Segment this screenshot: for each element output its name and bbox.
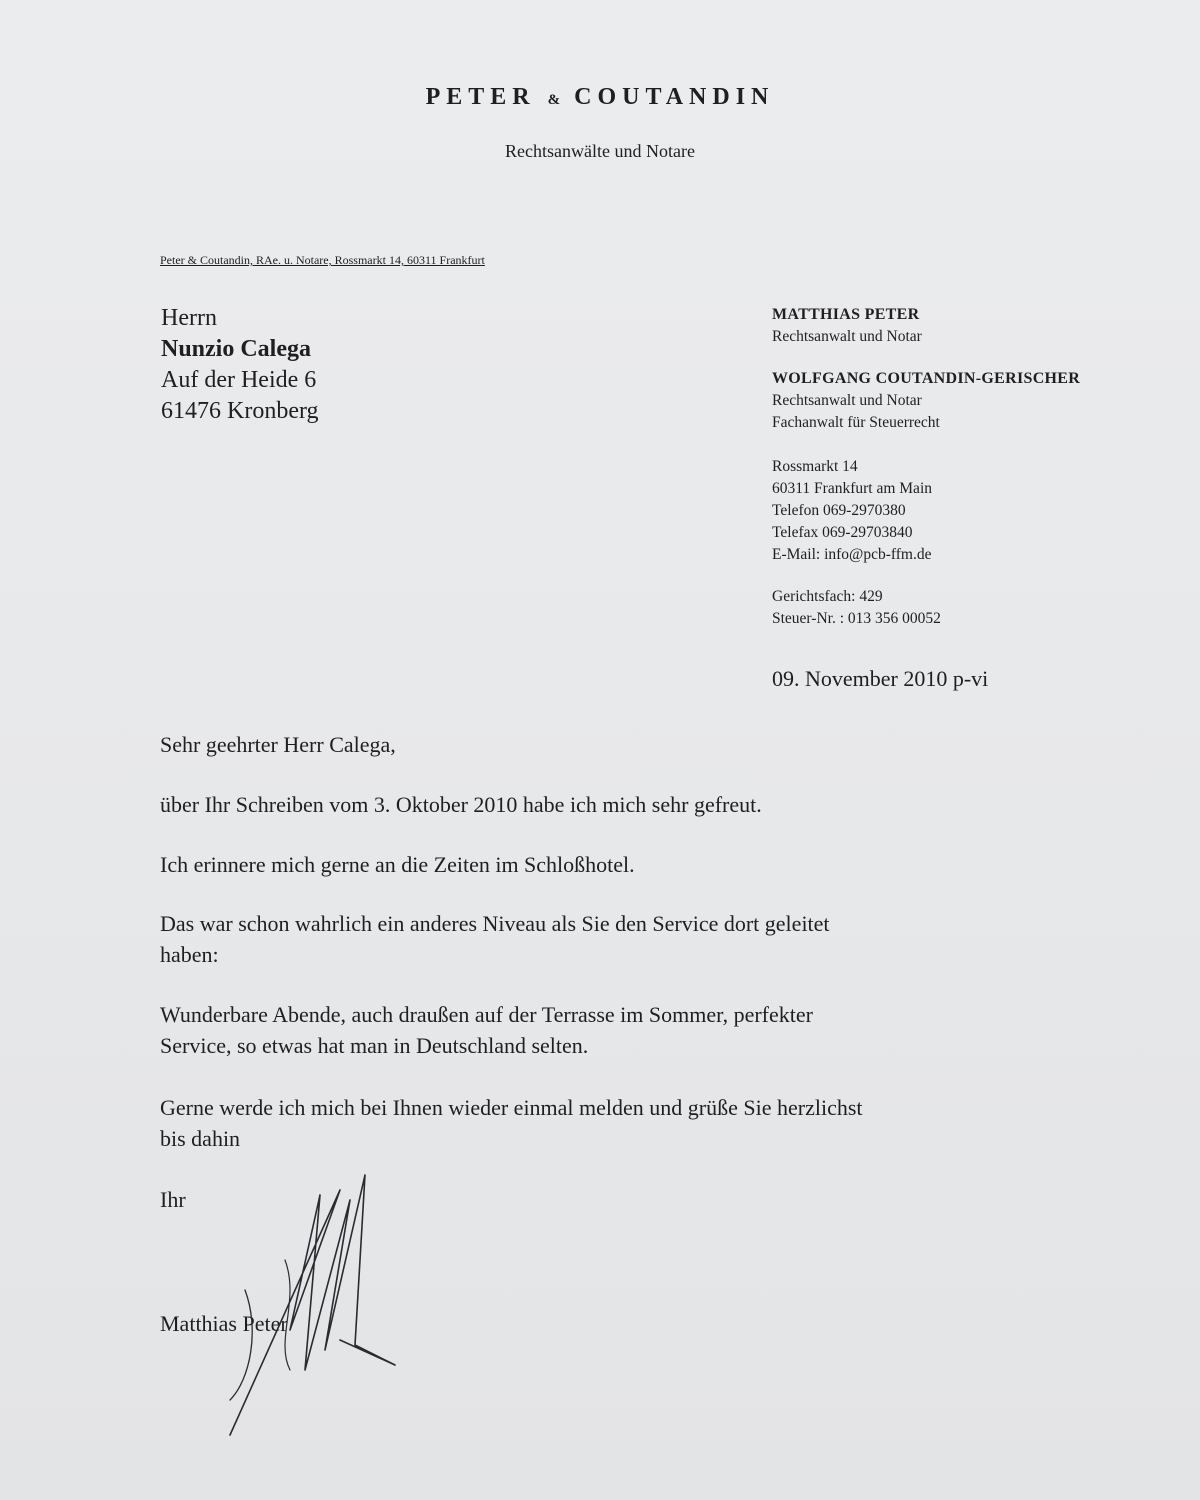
recipient-street: Auf der Heide 6	[161, 367, 317, 393]
firm-name-left: PETER	[425, 84, 536, 110]
paragraph-1: über Ihr Schreiben vom 3. Oktober 2010 habe ich mich sehr gefreut.	[160, 792, 762, 817]
handwritten-signature	[190, 1170, 420, 1450]
paragraph-5-line-1: Gerne werde ich mich bei Ihnen wieder einmal melden und grüße Sie herzlichst	[160, 1095, 863, 1120]
paragraph-4	[160, 999, 813, 1061]
recipient-salutation: Herrn	[161, 305, 217, 331]
firm-name-ampersand: &	[547, 92, 563, 108]
firm-name-right: COUTANDIN	[574, 84, 775, 110]
paragraph-4-line-1: Wunderbare Abende, auch draußen auf der Terrasse im Sommer, perfekter	[160, 1002, 813, 1027]
paragraph-3-line-2: haben:	[160, 942, 219, 967]
firm-name	[0, 84, 1200, 111]
paragraph-3-line-1: Das war schon wahrlich ein anderes Niveau als Sie den Service dort geleitet	[160, 911, 830, 936]
signatory-name: Matthias Peter	[160, 1311, 288, 1336]
firm-contact	[772, 456, 932, 566]
tax-number: Steuer-Nr. : 013 356 00052	[772, 610, 941, 627]
firm-subtitle: Rechtsanwälte und Notare	[505, 141, 695, 161]
paragraph-5-line-2: bis dahin	[160, 1126, 241, 1151]
partner-1	[772, 304, 922, 348]
partner-2-specialty: Fachanwalt für Steuerrecht	[772, 414, 940, 431]
closing: Ihr	[160, 1187, 186, 1212]
partner-2-name: WOLFGANG COUTANDIN-GERISCHER	[772, 370, 1081, 387]
partner-1-title: Rechtsanwalt und Notar	[772, 328, 922, 345]
paragraph-5	[160, 1092, 863, 1154]
firm-street: Rossmarkt 14	[772, 458, 858, 475]
recipient-name: Nunzio Calega	[161, 336, 311, 362]
firm-registry	[772, 586, 941, 630]
partner-2	[772, 368, 1080, 434]
partner-1-name: MATTHIAS PETER	[772, 306, 920, 323]
return-address: Peter & Coutandin, RAe. u. Notare, Rossmarkt 14, 60311 Frankfurt	[160, 253, 485, 267]
recipient-block	[161, 303, 319, 427]
firm-fax: Telefax 069-29703840	[772, 524, 913, 541]
letter-date: 09. November 2010 p-vi	[772, 666, 989, 691]
firm-phone: Telefon 069-2970380	[772, 502, 906, 519]
court-box: Gerichtsfach: 429	[772, 588, 883, 605]
recipient-city: 61476 Kronberg	[161, 398, 319, 424]
firm-city: 60311 Frankfurt am Main	[772, 480, 932, 497]
partner-2-title: Rechtsanwalt und Notar	[772, 392, 922, 409]
paragraph-3	[160, 908, 830, 970]
paragraph-4-line-2: Service, so etwas hat man in Deutschland selten.	[160, 1033, 589, 1058]
greeting: Sehr geehrter Herr Calega,	[160, 732, 396, 757]
firm-email: E-Mail: info@pcb-ffm.de	[772, 546, 932, 563]
paragraph-2: Ich erinnere mich gerne an die Zeiten im Schloßhotel.	[160, 852, 635, 877]
